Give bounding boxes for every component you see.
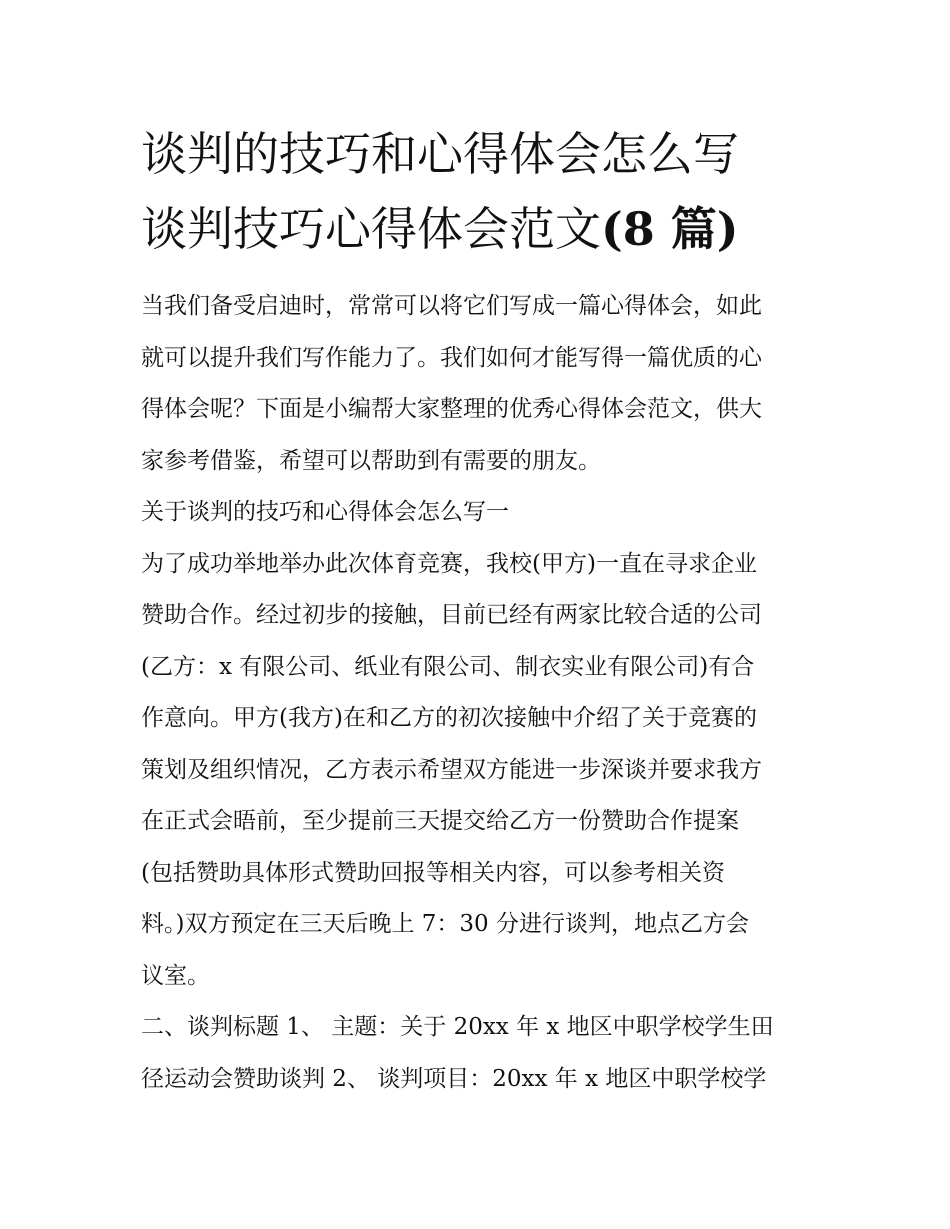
body-line: 为了成功举地举办此次体育竞赛，我校(甲方)一直在寻求企业 <box>141 550 757 577</box>
body-line: 径运动会赞助谈判 2、 谈判项目：20xx 年 x 地区中职学校学 <box>141 1065 767 1092</box>
title-line-2 <box>141 192 813 267</box>
title-line-2-text: 谈判技巧心得体会范文 <box>141 202 601 256</box>
document-title <box>141 117 813 267</box>
body-line: 得体会呢？下面是小编帮大家整理的优秀心得体会范文，供大 <box>141 396 762 422</box>
title-line-2-count: (8 篇) <box>601 202 739 256</box>
body-line: (包括赞助具体形式赞助回报等相关内容，可以参考相关资 <box>141 859 725 886</box>
body-line: 就可以提升我们写作能力了。我们如何才能写得一篇优质的心 <box>141 344 762 371</box>
document-content <box>141 117 813 1105</box>
body-line: 当我们备受启迪时，常常可以将它们写成一篇心得体会，如此 <box>141 293 762 319</box>
body-line: 议室。 <box>141 962 210 989</box>
body-line: 策划及组织情况，乙方表示希望双方能进一步深谈并要求我方 <box>141 756 762 783</box>
body-line: 料。)双方预定在三天后晚上 7：30 分进行谈判，地点乙方会 <box>141 911 749 937</box>
body-line: 赞助合作。经过初步的接触，目前已经有两家比较合适的公司 <box>141 602 762 628</box>
body-line: (乙方：x 有限公司、纸业有限公司、制衣实业有限公司)有合 <box>141 653 755 680</box>
document-body <box>141 281 813 1105</box>
body-line: 家参考借鉴，希望可以帮助到有需要的朋友。 <box>141 447 601 474</box>
section-heading: 关于谈判的技巧和心得体会怎么写一 <box>141 499 509 525</box>
title-line-1: 谈判的技巧和心得体会怎么写 <box>141 127 739 181</box>
body-line: 二、谈判标题 1、 主题：关于 20xx 年 x 地区中职学校学生田 <box>141 1014 774 1040</box>
body-line: 在正式会晤前，至少提前三天提交给乙方一份赞助合作提案 <box>141 808 739 834</box>
body-line: 作意向。甲方(我方)在和乙方的初次接触中介绍了关于竞赛的 <box>141 705 757 731</box>
